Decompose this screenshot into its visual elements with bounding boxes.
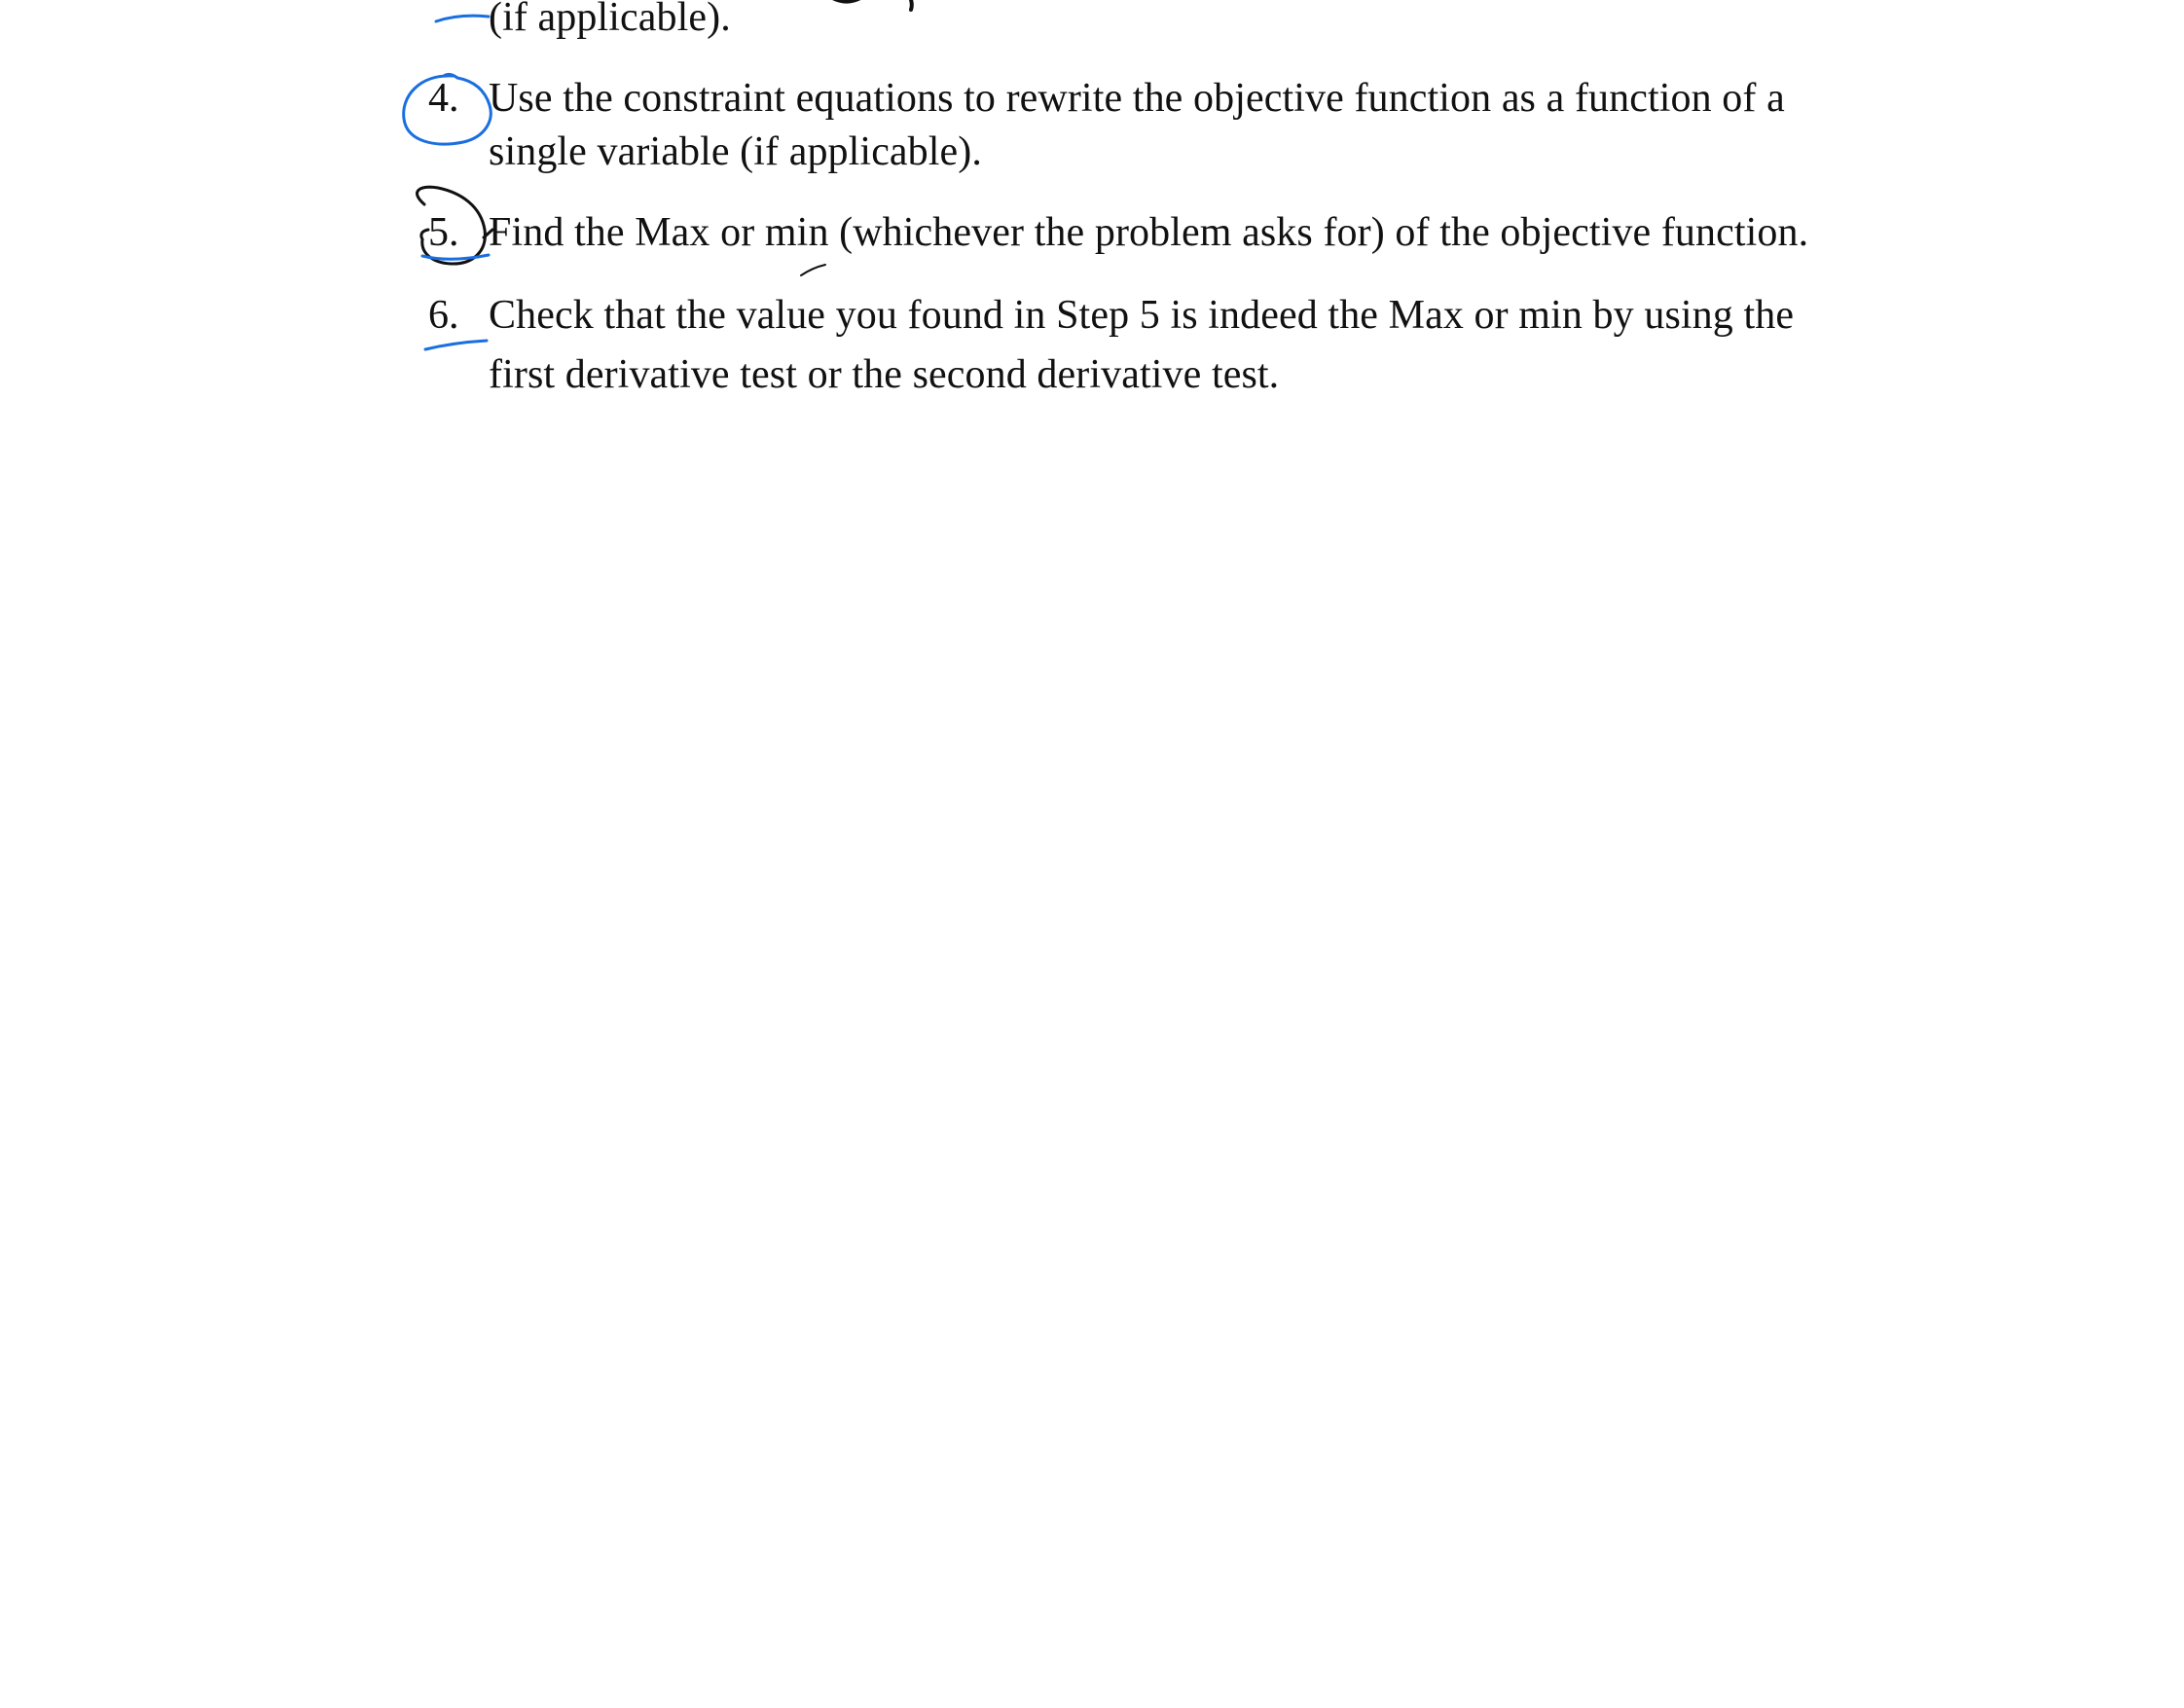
item-6-line-1: Check that the value you found in Step 5 is indeed the Max or min by using the [489,293,1795,338]
ink-underline-item-6 [425,341,487,349]
item-4-number: 4. [428,76,459,121]
item-5-line-1: Find the Max or min (whichever the problem asks for) of the objective function. [489,210,1809,255]
item-5-number: 5. [428,210,459,255]
item-6-number: 6. [428,293,459,338]
item-4-line-2: single variable (if applicable). [489,129,982,174]
item-4-line-1: Use the constraint equations to rewrite the objective function as a function of a [489,76,1785,121]
item-3-continuation: (if applicable). [489,0,731,40]
ink-scribble-top [829,0,912,10]
ink-dash-item-3 [436,16,489,21]
ink-tick-min [801,265,825,275]
item-6-line-2: first derivative test or the second derivative test. [489,352,1280,397]
